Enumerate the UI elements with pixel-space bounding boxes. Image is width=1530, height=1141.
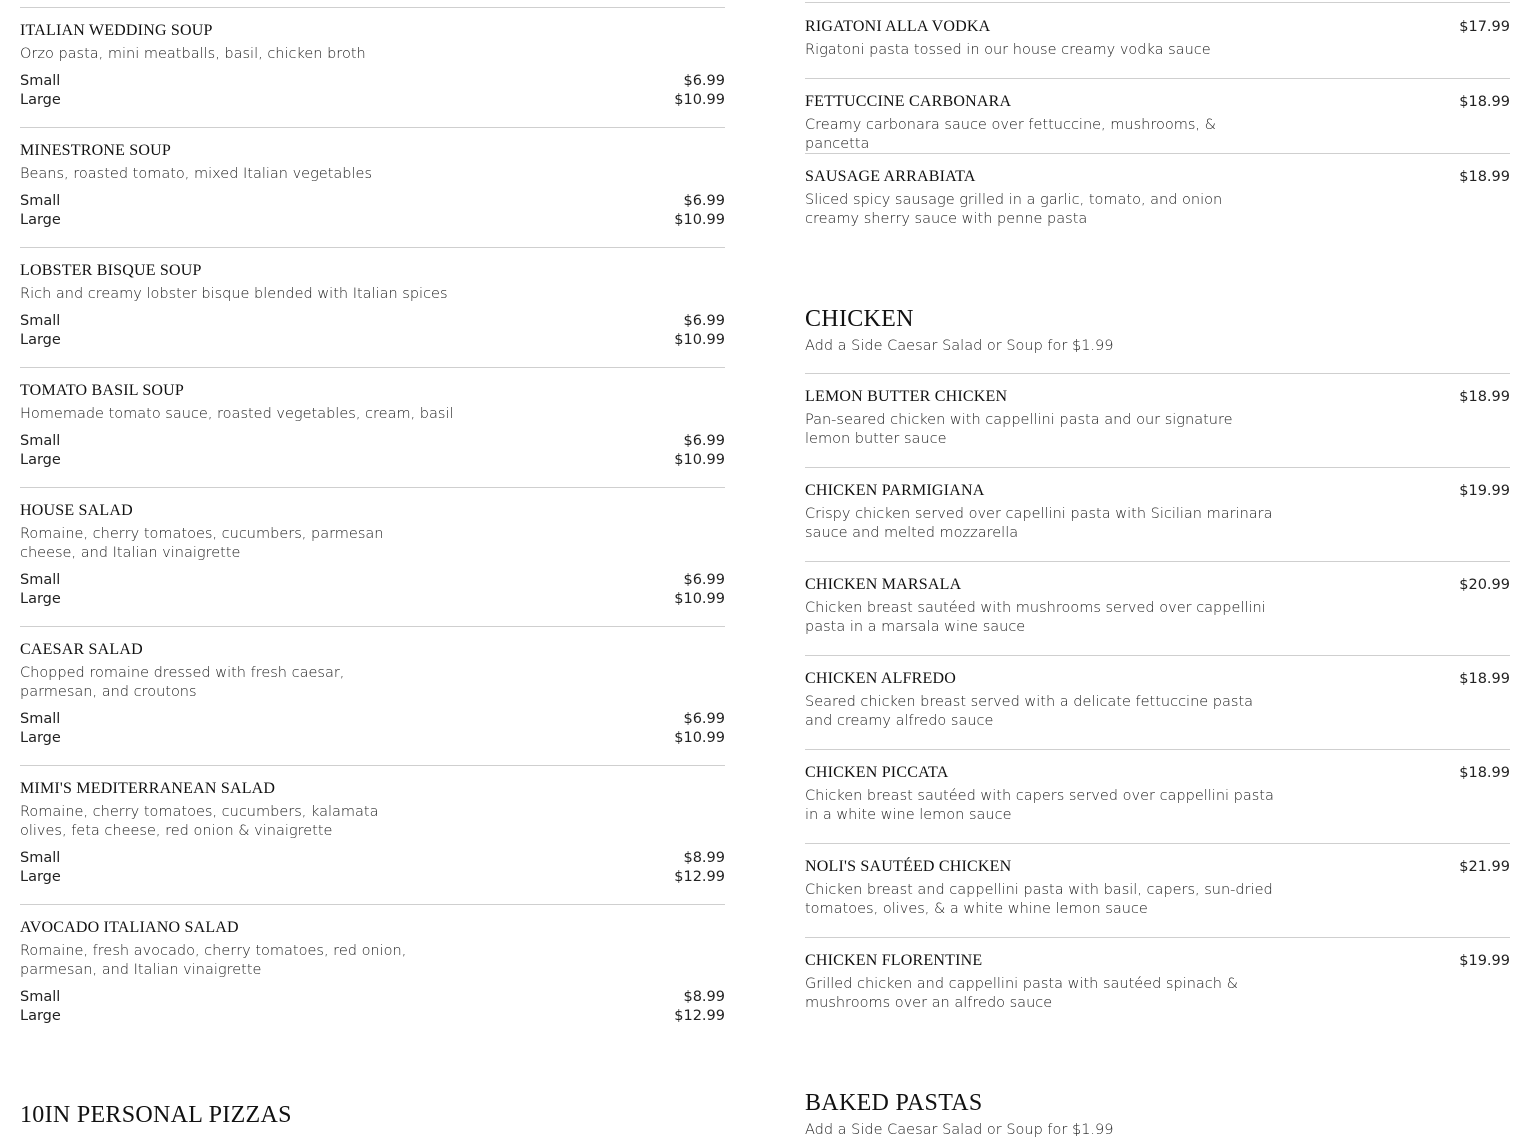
price-row-large	[20, 1007, 725, 1026]
size-label: Large	[20, 212, 61, 228]
item-description: Chicken breast sautéed with capers served over cappellini pasta in a white wine lemon sauce	[805, 788, 1274, 823]
item-description: Chopped romaine dressed with fresh caesar, parmesan, and croutons	[20, 665, 345, 700]
item-title: LOBSTER BISQUE SOUP	[20, 262, 202, 279]
size-label: Small	[20, 193, 61, 209]
item-title: CHICKEN PICCATA	[805, 764, 949, 781]
item-description: Rigatoni pasta tossed in our house creamy vodka sauce	[805, 42, 1211, 58]
divider	[805, 561, 1510, 562]
menu-item-chicken-alfredo	[805, 670, 1510, 731]
section-title-personal-pizzas: 10IN PERSONAL PIZZAS	[20, 1102, 292, 1128]
price: $10.99	[674, 332, 725, 348]
item-title: FETTUCCINE CARBONARA	[805, 93, 1012, 110]
item-title: SAUSAGE ARRABIATA	[805, 168, 976, 185]
divider	[805, 78, 1510, 79]
divider	[20, 904, 725, 905]
item-title: CHICKEN MARSALA	[805, 576, 962, 593]
size-label: Small	[20, 989, 61, 1005]
price: $20.99	[1459, 577, 1510, 593]
price: $18.99	[1459, 765, 1510, 781]
menu-item-chicken-parmigiana	[805, 482, 1510, 543]
item-title: CHICKEN ALFREDO	[805, 670, 957, 687]
price: $8.99	[683, 989, 725, 1005]
section-title-baked-pastas: BAKED PASTAS	[805, 1090, 983, 1116]
menu-item-lobster-bisque-soup	[20, 262, 725, 350]
divider	[805, 749, 1510, 750]
price-row-small	[20, 571, 725, 590]
divider	[20, 247, 725, 248]
item-title: MINESTRONE SOUP	[20, 142, 172, 159]
divider	[805, 655, 1510, 656]
item-description: Romaine, fresh avocado, cherry tomatoes, red onion, parmesan, and Italian vinaigrette	[20, 943, 407, 978]
size-label: Large	[20, 869, 61, 885]
menu-item-chicken-marsala	[805, 576, 1510, 637]
price-row-large	[20, 590, 725, 609]
divider	[805, 373, 1510, 374]
item-description: Grilled chicken and cappellini pasta with sautéed spinach & mushrooms over an alfredo sauce	[805, 976, 1238, 1011]
size-label: Large	[20, 332, 61, 348]
price-row-small	[20, 710, 725, 729]
price-row-large	[20, 211, 725, 230]
price: $18.99	[1459, 94, 1510, 110]
menu-item-chicken-piccata	[805, 764, 1510, 825]
item-description: Romaine, cherry tomatoes, cucumbers, parmesan cheese, and Italian vinaigrette	[20, 526, 384, 561]
menu-item-minestrone-soup	[20, 142, 725, 230]
price: $10.99	[674, 212, 725, 228]
price: $10.99	[674, 591, 725, 607]
size-label: Small	[20, 572, 61, 588]
item-description: Chicken breast and cappellini pasta with basil, capers, sun-dried tomatoes, olives, & a white whine lemon sauce	[805, 882, 1273, 917]
price-row-small	[20, 988, 725, 1007]
item-title: CHICKEN PARMIGIANA	[805, 482, 985, 499]
price: $18.99	[1459, 169, 1510, 185]
item-description: Crispy chicken served over capellini pasta with Sicilian marinara sauce and melted mozzarella	[805, 506, 1273, 541]
item-description: Homemade tomato sauce, roasted vegetables, cream, basil	[20, 406, 454, 422]
item-description: Creamy carbonara sauce over fettuccine, mushrooms, & pancetta	[805, 117, 1216, 152]
price: $18.99	[1459, 671, 1510, 687]
item-title: LEMON BUTTER CHICKEN	[805, 388, 1008, 405]
item-title: MIMI'S MEDITERRANEAN SALAD	[20, 780, 276, 797]
menu-item-caesar-salad	[20, 641, 725, 748]
item-description: Orzo pasta, mini meatballs, basil, chicken broth	[20, 46, 366, 62]
divider	[805, 843, 1510, 844]
price: $12.99	[674, 1008, 725, 1024]
divider	[20, 626, 725, 627]
price: $19.99	[1459, 483, 1510, 499]
menu-item-lemon-butter-chicken	[805, 388, 1510, 449]
item-description: Sliced spicy sausage grilled in a garlic, tomato, and onion creamy sherry sauce with penne pasta	[805, 192, 1223, 227]
price: $8.99	[683, 850, 725, 866]
price: $18.99	[1459, 389, 1510, 405]
price-row-large	[20, 868, 725, 887]
size-label: Small	[20, 73, 61, 89]
price-row-small	[20, 312, 725, 331]
price-row-large	[20, 331, 725, 350]
size-label: Small	[20, 433, 61, 449]
section-note-baked-pastas: Add a Side Caesar Salad or Soup for $1.99	[805, 1122, 1114, 1138]
divider	[20, 765, 725, 766]
divider	[805, 467, 1510, 468]
price: $10.99	[674, 452, 725, 468]
price-row-large	[20, 729, 725, 748]
price: $21.99	[1459, 859, 1510, 875]
divider	[805, 937, 1510, 938]
divider	[20, 127, 725, 128]
item-title: TOMATO BASIL SOUP	[20, 382, 185, 399]
price-row-large	[20, 451, 725, 470]
size-label: Large	[20, 730, 61, 746]
menu-item-house-salad	[20, 502, 725, 609]
price: $6.99	[683, 433, 725, 449]
item-description: Beans, roasted tomato, mixed Italian vegetables	[20, 166, 372, 182]
price: $17.99	[1459, 19, 1510, 35]
divider	[20, 367, 725, 368]
item-description: Pan-seared chicken with cappellini pasta and our signature lemon butter sauce	[805, 412, 1233, 447]
item-description: Chicken breast sautéed with mushrooms served over cappellini pasta in a marsala wine sauce	[805, 600, 1266, 635]
menu-item-italian-wedding-soup	[20, 22, 725, 110]
item-description: Rich and creamy lobster bisque blended with Italian spices	[20, 286, 448, 302]
size-label: Large	[20, 591, 61, 607]
item-title: HOUSE SALAD	[20, 502, 133, 519]
price: $6.99	[683, 572, 725, 588]
menu-item-nolis-sauteed-chicken	[805, 858, 1510, 919]
item-description: Romaine, cherry tomatoes, cucumbers, kalamata olives, feta cheese, red onion & vinaigrette	[20, 804, 379, 839]
size-label: Large	[20, 1008, 61, 1024]
price: $10.99	[674, 730, 725, 746]
menu-item-tomato-basil-soup	[20, 382, 725, 470]
size-label: Small	[20, 850, 61, 866]
price-row-small	[20, 432, 725, 451]
menu-item-chicken-florentine	[805, 952, 1510, 1013]
size-label: Small	[20, 313, 61, 329]
price: $10.99	[674, 92, 725, 108]
item-title: ITALIAN WEDDING SOUP	[20, 22, 213, 39]
divider	[20, 7, 725, 8]
price: $6.99	[683, 73, 725, 89]
menu-item-sausage-arrabiata	[805, 168, 1510, 229]
price-row-small	[20, 849, 725, 868]
menu-item-avocado-italiano-salad	[20, 919, 725, 1026]
price-row-small	[20, 72, 725, 91]
item-description: Seared chicken breast served with a delicate fettuccine pasta and creamy alfredo sauce	[805, 694, 1254, 729]
divider	[805, 153, 1510, 154]
price: $6.99	[683, 711, 725, 727]
item-title: RIGATONI ALLA VODKA	[805, 18, 991, 35]
section-note-chicken: Add a Side Caesar Salad or Soup for $1.99	[805, 338, 1114, 354]
item-title: CHICKEN FLORENTINE	[805, 952, 983, 969]
menu-item-rigatoni-alla-vodka	[805, 18, 1510, 60]
item-title: CAESAR SALAD	[20, 641, 143, 658]
divider	[20, 487, 725, 488]
price: $19.99	[1459, 953, 1510, 969]
price-row-small	[20, 192, 725, 211]
size-label: Small	[20, 711, 61, 727]
divider	[805, 2, 1510, 3]
price: $6.99	[683, 313, 725, 329]
section-title-chicken: CHICKEN	[805, 306, 914, 332]
menu-item-mimis-mediterranean-salad	[20, 780, 725, 887]
price: $12.99	[674, 869, 725, 885]
menu-item-fettuccine-carbonara	[805, 93, 1510, 154]
item-title: AVOCADO ITALIANO SALAD	[20, 919, 239, 936]
item-title: NOLI'S SAUTÉED CHICKEN	[805, 858, 1012, 875]
price: $6.99	[683, 193, 725, 209]
size-label: Large	[20, 452, 61, 468]
price-row-large	[20, 91, 725, 110]
size-label: Large	[20, 92, 61, 108]
